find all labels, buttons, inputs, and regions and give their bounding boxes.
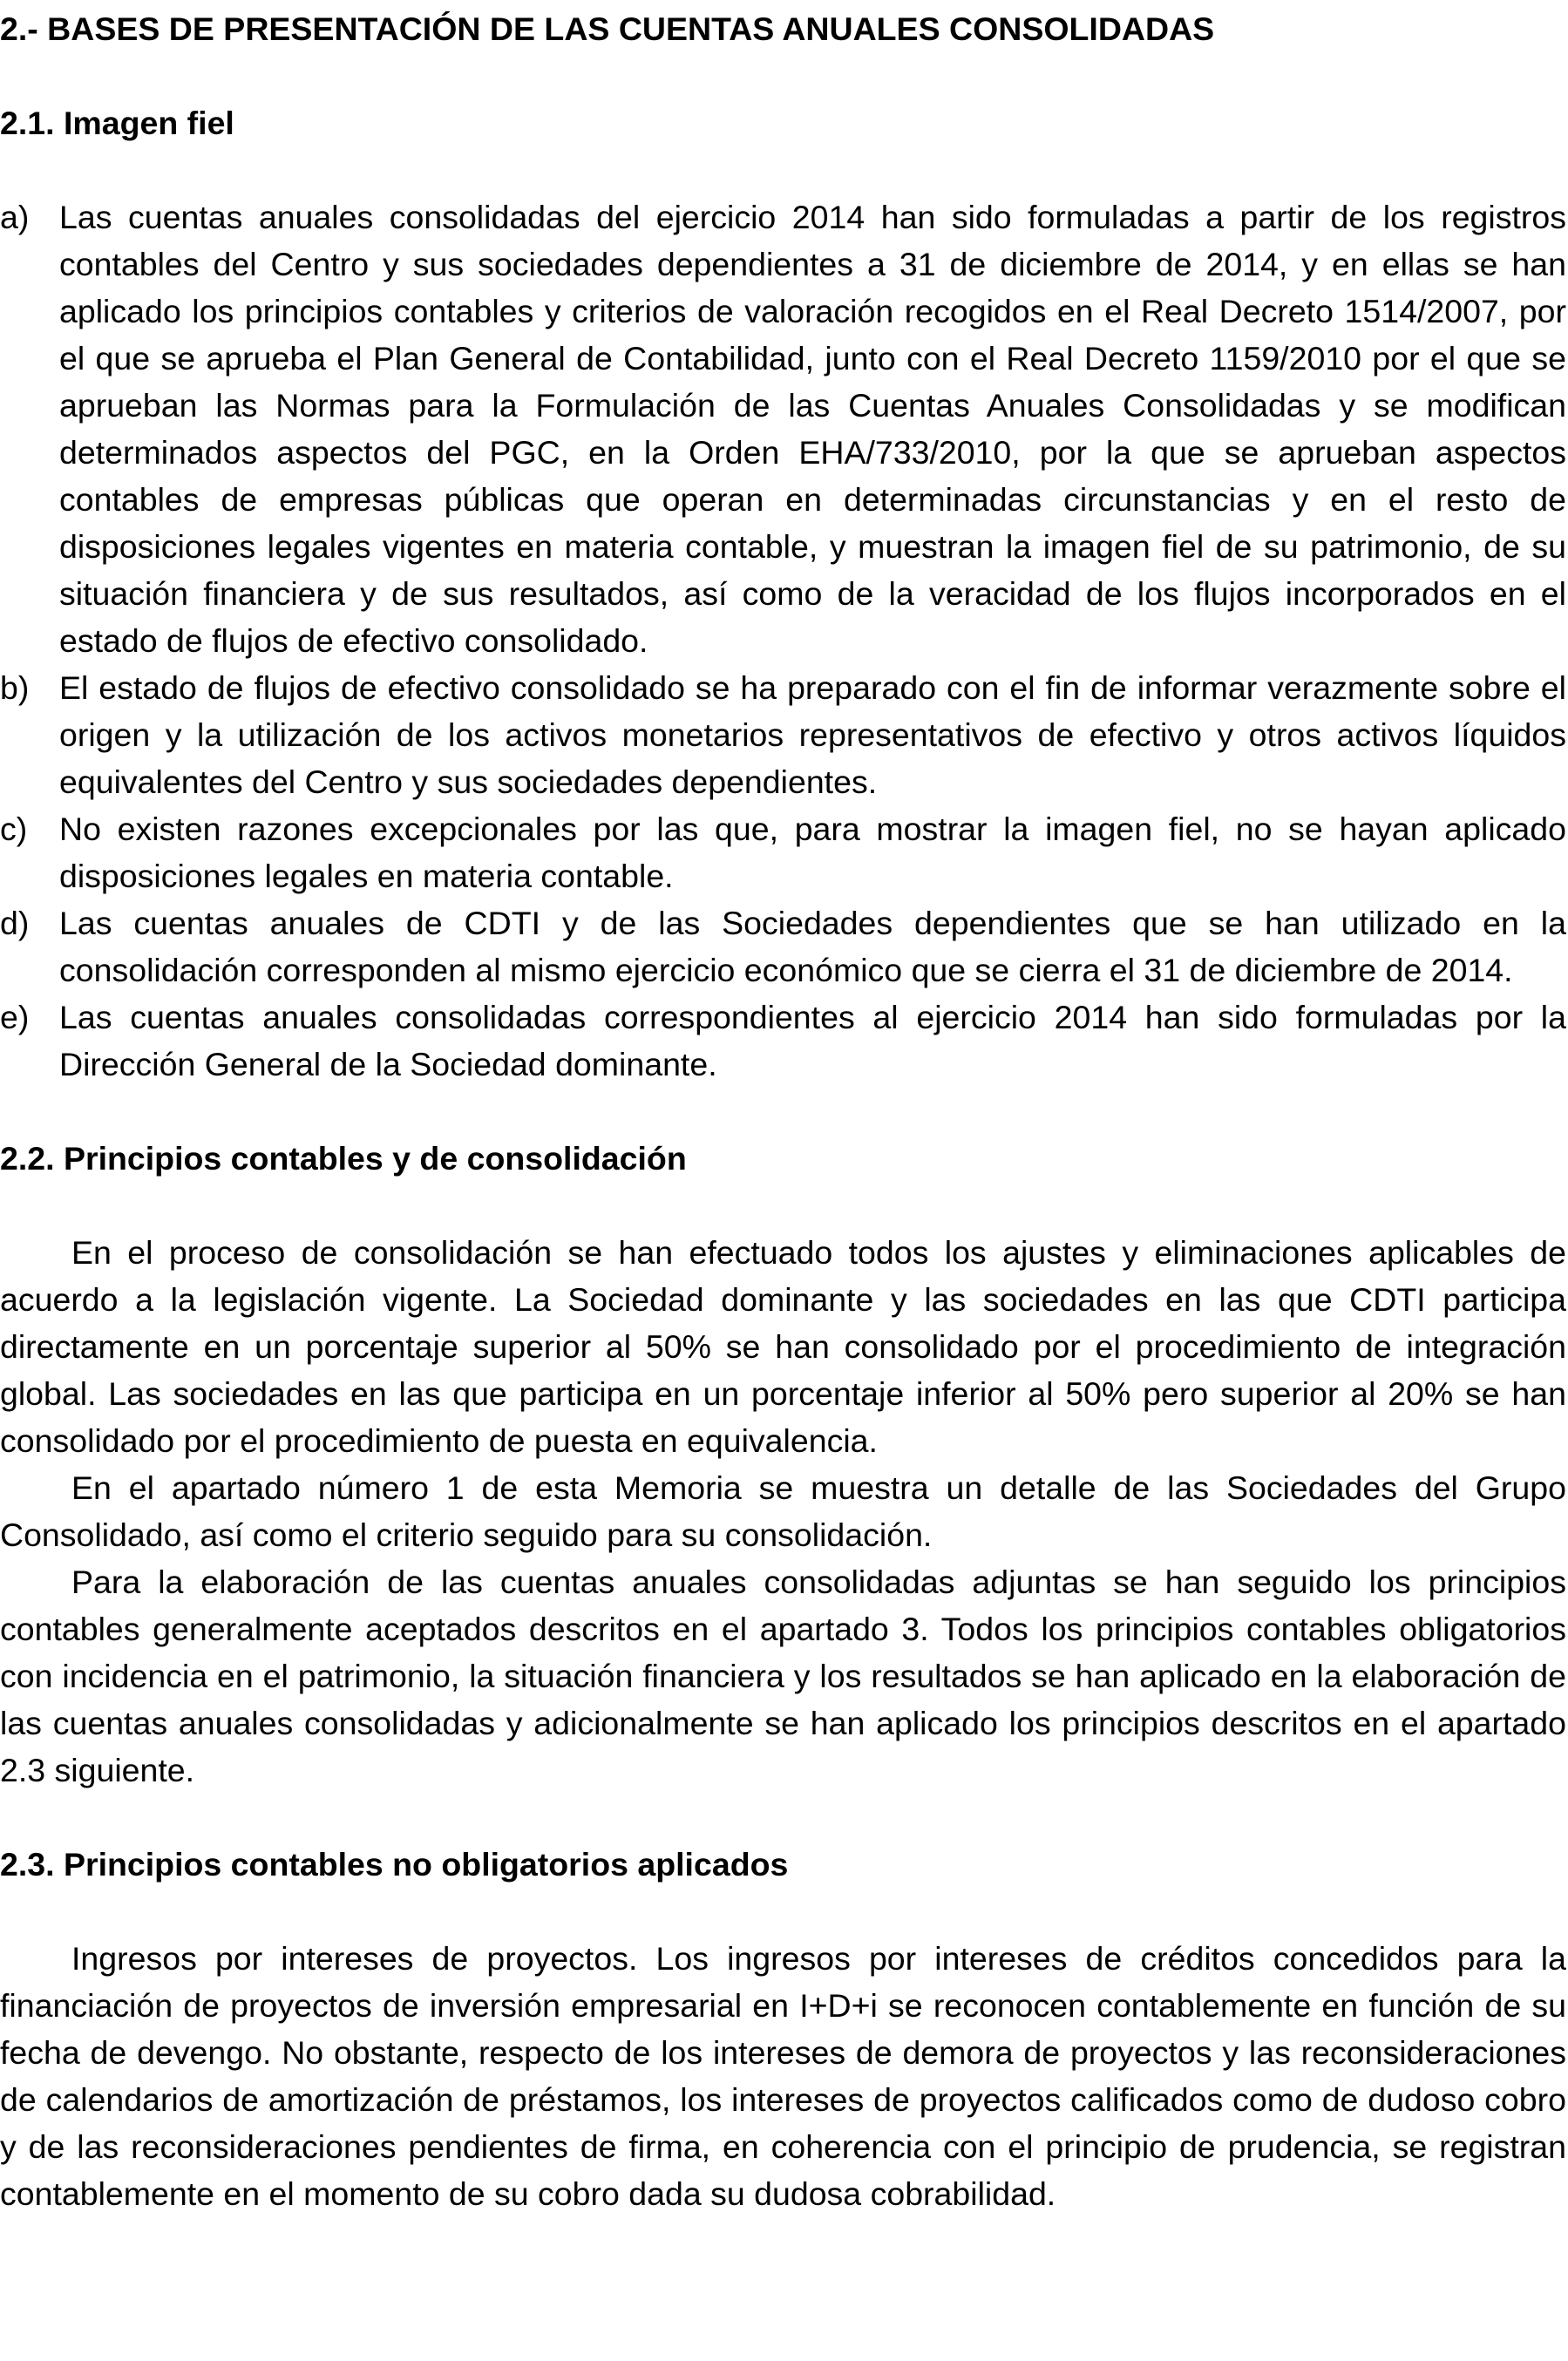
list-item [0,664,1566,805]
list-item [0,193,1566,664]
spacer [0,1088,1566,1135]
list-item-text: Las cuentas anuales consolidadas correspondientes al ejercicio 2014 han sido formuladas por la Dirección General de la Sociedad dominante. [59,999,1566,1082]
paragraph-consolidacion-principios: Para la elaboración de las cuentas anuales consolidadas adjuntas se han seguido los principios contables generalmente aceptados descritos en el apartado 3. Todos los principios contables obligatorios con incidencia en el patrimonio, la situación financiera y los resultados se han aplicado en la elaboración de las cuentas anuales consolidadas y adicionalmente se han aplicado los principios descritos en el apartado 2.3 siguiente. [0,1564,1566,1788]
heading-principios-no-obligatorios: 2.3. Principios contables no obligatorios aplicados [0,1846,789,1883]
list-item-marker: d) [0,905,30,941]
imagen-fiel-list [0,193,1566,1088]
list-item-marker: c) [0,811,28,847]
paragraph-consolidacion-memoria: En el apartado número 1 de esta Memoria se muestra un detalle de las Sociedades del Grupo Consolidado, así como el criterio seguido para su consolidación. [0,1469,1566,1553]
list-item-marker: e) [0,999,30,1035]
heading-principios-consolidacion: 2.2. Principios contables y de consolidación [0,1140,687,1177]
list-item-marker: a) [0,199,30,235]
list-item-marker: b) [0,669,30,706]
document-page [0,5,1566,2217]
list-item-text: Las cuentas anuales de CDTI y de las Sociedades dependientes que se han utilizado en la consolidación corresponden al mismo ejercicio económico que se cierra el 31 de diciembre de 2014. [59,905,1566,988]
list-item-text: El estado de flujos de efectivo consolidado se ha preparado con el fin de informar verazmente sobre el origen y la utilización de los activos monetarios representativos de efectivo y otros activos líquidos equivalentes del Centro y sus sociedades dependientes. [59,669,1566,800]
paragraph-ingresos-intereses: Ingresos por intereses de proyectos. Los ingresos por intereses de créditos concedidos para la financiación de proyectos de inversión empresarial en I+D+i se reconocen contablemente en función de su fecha de devengo. No obstante, respecto de los intereses de demora de proyectos y las reconsideraciones de calendarios de amortización de préstamos, los intereses de proyectos calificados como de dudoso cobro y de las reconsideraciones pendientes de firma, en coherencia con el principio de prudencia, se registran contablemente en el momento de su cobro dada su dudosa cobrabilidad. [0,1940,1566,2212]
spacer [0,1794,1566,1841]
list-item [0,994,1566,1088]
section-title: 2.- BASES DE PRESENTACIÓN DE LAS CUENTAS ANUALES CONSOLIDADAS [0,10,1215,47]
list-item [0,899,1566,994]
list-item-text: No existen razones excepcionales por las que, para mostrar la imagen fiel, no se hayan aplicado disposiciones legales en materia contable. [59,811,1566,894]
heading-imagen-fiel: 2.1. Imagen fiel [0,105,234,141]
list-item-text: Las cuentas anuales consolidadas del ejercicio 2014 han sido formuladas a partir de los registros contables del Centro y sus sociedades dependientes a 31 de diciembre de 2014, y en ellas se han aplicado los principios contables y criterios de valoración recogidos en el Real Decreto 1514/2007, por el que se aprueba el Plan General de Contabilidad, junto con el Real Decreto 1159/2010 por el que se aprueban las Normas para la Formulación de las Cuentas Anuales Consolidadas y se modifican determinados aspectos del PGC, en la Orden EHA/733/2010, por la que se aprueban aspectos contables de empresas públicas que operan en determinadas circunstancias y en el resto de disposiciones legales vigentes en materia contable, y muestran la imagen fiel de su patrimonio, de su situación financiera y de sus resultados, así como de la veracidad de los flujos incorporados en el estado de flujos de efectivo consolidado. [59,199,1566,659]
list-item [0,805,1566,899]
paragraph-consolidacion-proceso: En el proceso de consolidación se han efectuado todos los ajustes y eliminaciones aplicables de acuerdo a la legislación vigente. La Sociedad dominante y las sociedades en las que CDTI participa directamente en un porcentaje superior al 50% se han consolidado por el procedimiento de integración global. Las sociedades en las que participa en un porcentaje inferior al 50% pero superior al 20% se han consolidado por el procedimiento de puesta en equivalencia. [0,1234,1566,1459]
